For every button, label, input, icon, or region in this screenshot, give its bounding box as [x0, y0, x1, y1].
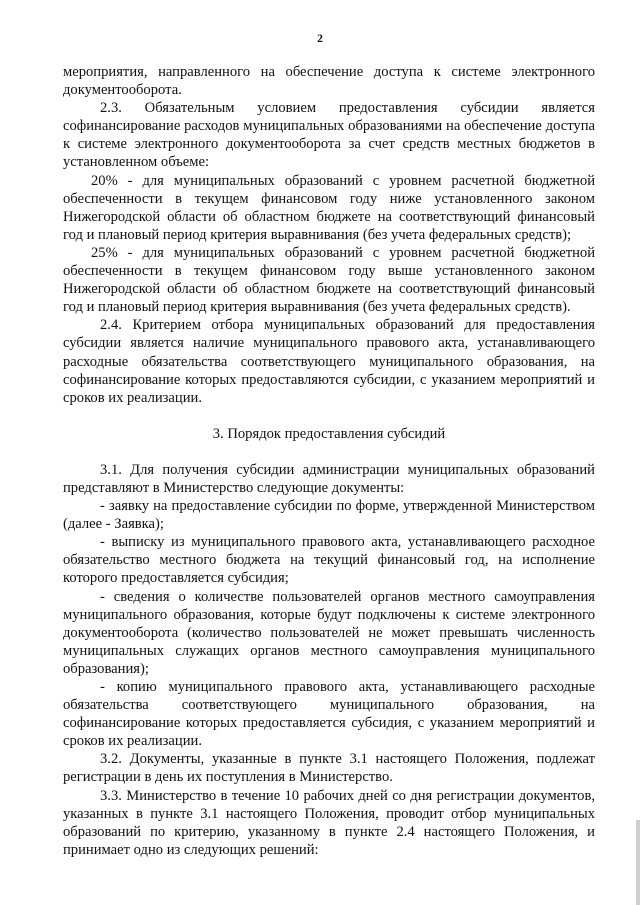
paragraph-2-3: 2.3. Обязательным условием предоставления субсидии является софинансирование расходов муниципальных образованиями на обеспечение доступа к системе электронного документооборота за счет средств местных бюджетов в установленном объеме:	[63, 100, 595, 171]
scan-edge-shadow	[636, 820, 640, 905]
list-item-application: - заявку на предоставление субсидии по форме, утвержденной Министерством (далее - Заявка);	[63, 498, 595, 533]
page-number: 2	[317, 33, 323, 45]
paragraph-20-percent: 20% - для муниципальных образований с уровнем расчетной бюджетной обеспеченности в текущем финансовом году ниже установленного законом Нижегородской области об областном бюджете на соответствующий финансовый год и плановый период критерия выравнивания (без учета федеральных средств);	[63, 172, 595, 243]
document-body	[63, 63, 595, 859]
paragraph-intro: мероприятия, направленного на обеспечение доступа к системе электронного документооборота.	[63, 64, 595, 99]
paragraph-2-4: 2.4. Критерием отбора муниципальных образований для предоставления субсидии является наличие муниципального правового акта, устанавливающего расходные обязательства соответствующего муниципального образования, на софинансирование которых предоставляются субсидии, с указанием мероприятий и сроков их реализации.	[63, 317, 595, 406]
list-item-user-info: - сведения о количестве пользователей органов местного самоуправления муниципального образования, которые будут подключены к системе электронного документооборота (количество пользователей не может превышать численность муниципальных служащих органов местного самоуправления муниципального образования);	[63, 588, 595, 677]
section-heading: 3. Порядок предоставления субсидий	[212, 425, 446, 442]
list-item-extract: - выписку из муниципального правового акта, устанавливающего расходное обязательство местного бюджета на текущий финансовый год, на исполнение которого предоставляется субсидия;	[63, 534, 595, 587]
list-item-legal-act-copy: - копию муниципального правового акта, устанавливающего расходные обязательства соответствующего муниципального образования, на софинансирование которых предоставляется субсидия, с указанием мероприятий и сроков их реализации.	[63, 679, 595, 750]
paragraph-25-percent: 25% - для муниципальных образований с уровнем расчетной бюджетной обеспеченности в текущем финансовом году выше установленного законом Нижегородской области об областном бюджете на соответствующий финансовый год и плановый период критерия выравнивания (без учета федеральных средств).	[63, 244, 595, 316]
paragraph-3-2: 3.2. Документы, указанные в пункте 3.1 настоящего Положения, подлежат регистрации в день их поступления в Министерство.	[63, 751, 595, 786]
paragraph-3-3: 3.3. Министерство в течение 10 рабочих дней со дня регистрации документов, указанных в пункте 3.1 настоящего Положения, проводит отбор муниципальных образований по критерию, указанному в пункте 2.4 настоящего Положения, и принимает одно из следующих решений:	[63, 787, 595, 858]
paragraph-3-1: 3.1. Для получения субсидии администрации муниципальных образований представляют в Министерство следующие документы:	[63, 461, 595, 496]
